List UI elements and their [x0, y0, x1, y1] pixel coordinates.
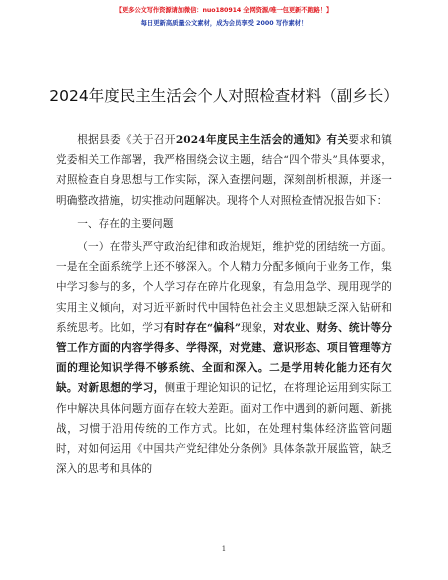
issue-text-b3: 对农业、财务、统计等分管工作方面的内容学得多、学得深，: [56, 321, 393, 355]
issue-text-b1: 有时存在“偏科”: [163, 321, 242, 334]
intro-paragraph: [56, 130, 392, 211]
promo-line-2: 每日更新高质量公文素材，成为会员享受 2000 写作素材！: [140, 20, 308, 27]
issue-text-b6: 对新思想的学习，: [77, 382, 165, 395]
section-heading: 一、存在的主要问题: [77, 217, 174, 230]
page-number: 1: [221, 545, 227, 553]
issue-text-b7: 侧重于理论知识的记忆，: [164, 382, 284, 395]
document-title: 2024年度民主生活会个人对照检查材料（副乡长）: [49, 87, 399, 105]
issue-text-b4: 对党建、意识形态、项目管理等方面的理论: [56, 342, 392, 375]
intro-text-2: 要求和镇党委相关工作部署，我严格围绕会议主题，结合“四个带头”具体要求，对照检查自身思想与工作实际，深入查摆问题，深刻剖析根源，并逐一明确整改措施，切实推动问题解决。现将个人对照检查情况报告如下：: [56, 134, 392, 207]
issue-paragraph: [56, 237, 392, 479]
document-body: [56, 130, 392, 479]
issue-text-b2: 现象，: [241, 321, 274, 334]
intro-text-1: 根据县委《关于召开: [77, 134, 176, 146]
intro-text-bold: 2024年度民主生活会的通知》有关: [175, 134, 349, 146]
issue-text-b5: 知识学得不够系统、全面和深入。二是学用转化能力还有欠缺。: [56, 362, 392, 395]
promo-banner: [0, 4, 448, 30]
issue-text-a: （一）在带头严守政治纪律和政治规矩，维护党的团结统一方面。一是在全面系统学上还不够深入。个人精力分配多倾向于业务工作，集中学习参与的多，个人学习存在碎片化现象，有急用急学、现用现学的实用主义倾向，对习近平新时代中国特色社会主义思想缺乏深入钻研和系统思考。比如，学习: [56, 241, 392, 334]
issue-text-b8: 在将理论运用到实际工作中解决具体问题方面存在较大差距。面对工作中遇到的新问题、新挑战，习惯于沿用传统的工作方式。比如，在处理村集体经济监管问题时，对如何运用《中国共产党纪律处分条例》具体条款开展监管，缺乏深入的思考和具体的: [56, 382, 392, 476]
promo-line-1: 【更多公文写作资源请加微信：nuo180914 全网资源/唯一包更新不跑路！】: [115, 7, 333, 14]
